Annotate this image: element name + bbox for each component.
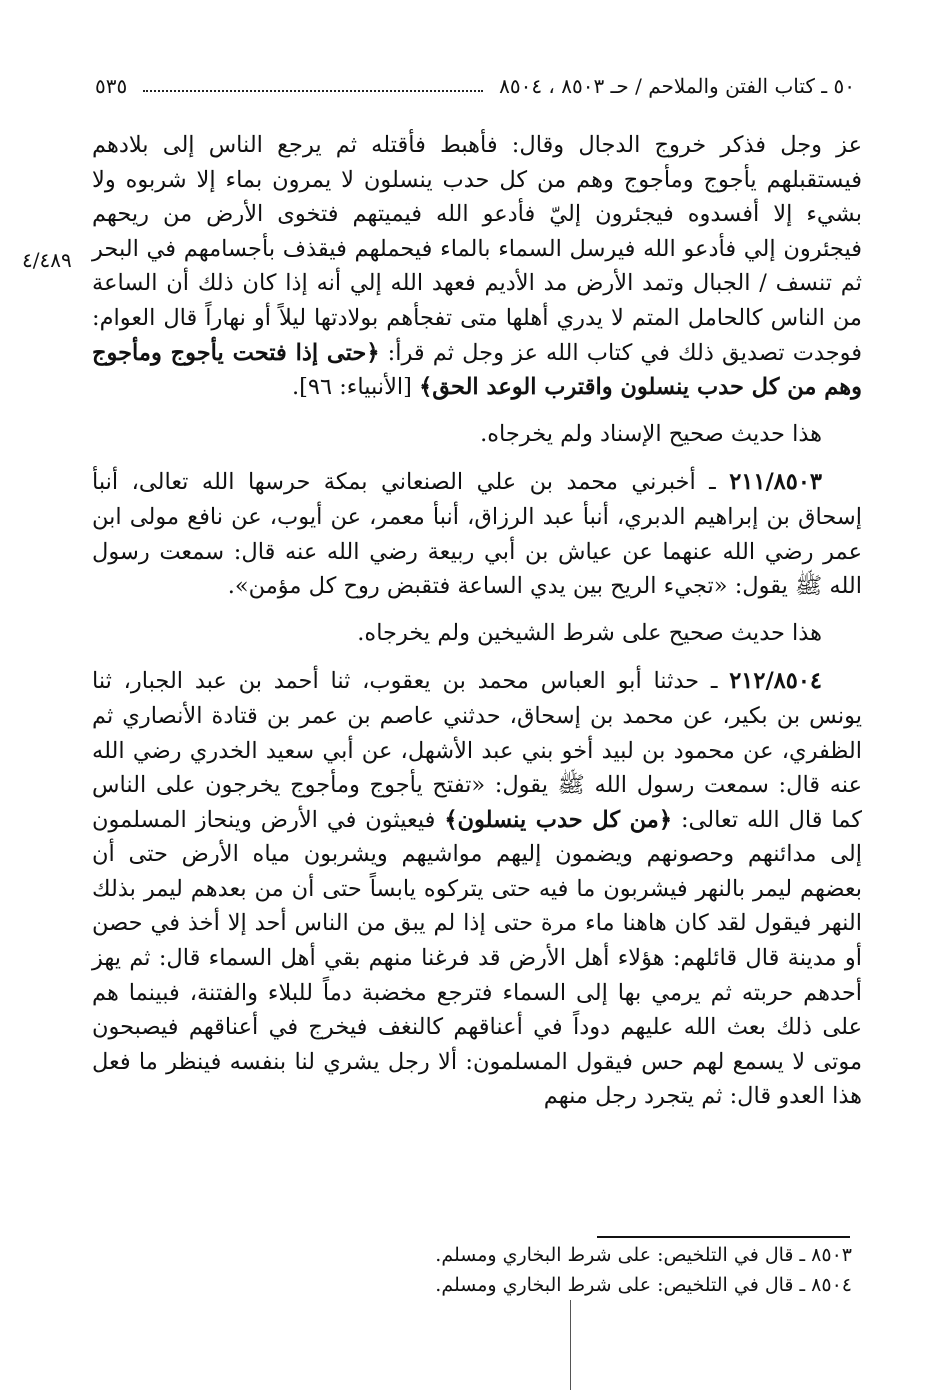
hadith-text: ـ حدثنا أبو العباس محمد بن يعقوب، ثنا أحمد بن عبد الجبار، ثنا يونس بن بكير، عن محمد بن إسحاق، حدثني عاصم بن عمر بن قتادة الأنصاري ثم الظفري، عن محمود بن لبيد أخو بني عبد الأشهل، عن أبي سعيد الخدري رضي الله عنه قال: سمعت رسول الله ﷺ يقول: «تفتح يأجوج ومأجوج يخرجون على الناس كما قال الله تعالى: bbox=[92, 668, 862, 833]
hadith-text-continued: فيعيثون في الأرض وينحاز المسلمون إلى مدائنهم وحصونهم ويضمون إليهم مواشيهم ويشربون مياه الأرض حتى أن بعضهم ليمر بالنهر فيشربون ما فيه حتى يتركوه يابساً حتى أن من بعدهم ليمر بذلك النهر فيقول لقد كان هاهنا ماء مرة حتى إذا لم يبق من الناس أحد إلا أخذ في حصن أو مدينة قال قائلهم: هؤلاء أهل الأرض قد فرغنا منهم بقي أهل السماء قال: ثم يهز أحدهم حربته ثم يرمي بها إلى السماء فترجع مخضبة دماً للبلاء والفتنة، فبينما هم على ذلك بعث الله عليهم دوداً في أعناقهم كالنغف فيخرج في أعناقهم فيصبحون موتى لا يسمع لهم حس فيقول المسلمون: ألا رجل يشري لنا بنفسه فينظر ما فعل هذا العدو قال: ثم يتجرد رجل منهم bbox=[92, 806, 862, 1110]
margin-reference: ٤/٤٨٩ bbox=[22, 248, 72, 272]
hadith-number: ٢١٢/٨٥٠٤ bbox=[729, 668, 823, 695]
scan-gutter-line bbox=[570, 1300, 571, 1390]
footnotes bbox=[92, 1240, 852, 1300]
quran-verse: ﴿حتى إذا فتحت يأجوج ومأجوج وهم من كل حدب ينسلون واقترب الوعد الحق﴾ bbox=[92, 339, 862, 401]
main-text bbox=[92, 128, 862, 1114]
verse-citation: [الأنبياء: ٩٦]. bbox=[291, 374, 412, 401]
footnote-8503: ٨٥٠٣ ـ قال في التلخيص: على شرط البخاري ومسلم. bbox=[435, 1244, 852, 1266]
header-leader-dots bbox=[143, 80, 483, 92]
footnote-separator bbox=[597, 1236, 850, 1238]
hadith-8503 bbox=[92, 465, 862, 603]
hadith-8504 bbox=[92, 664, 862, 1114]
hadith-text: ـ أخبرني محمد بن علي الصنعاني بمكة حرسها الله تعالى، أنبأ إسحاق بن إبراهيم الدبري، أنبأ عبد الرزاق، أنبأ معمر، عن أيوب، عن نافع مولى ابن عمر رضي الله عنهما عن عياش بن أبي ربيعة رضي الله عنه قال: سمعت رسول الله ﷺ يقول: «تجيء الريح بين يدي الساعة فتقبض روح كل مؤمن». bbox=[92, 469, 862, 600]
quran-verse: ﴿من كل حدب ينسلون﴾ bbox=[444, 806, 673, 833]
verdict-2: هذا حديث صحيح على شرط الشيخين ولم يخرجاه. bbox=[357, 619, 822, 646]
running-title: ٥٠ ـ كتاب الفتن والملاحم / حـ ٨٥٠٣ ، ٨٥٠٤ bbox=[499, 74, 855, 98]
paragraph-text: عز وجل فذكر خروج الدجال وقال: فأهبط فأقتله ثم يرجع الناس إلى بلادهم فيستقبلهم يأجوج ومأجوج وهم من كل حدب ينسلون لا يمرون بماء إلا شربوه ولا بشيء إلا أفسدوه فيجئرون إليّ فأدعو الله فيميتهم فتخوى الأرض من ريحهم فيجئرون إلي فأدعو الله فيرسل السماء بالماء فيحملهم فيقذف بأجسامهم في البحر ثم تنسف / الجبال وتمد الأرض مد الأديم فعهد الله إلي أنه إذا كان ذلك أن الساعة من الناس كالحامل المتم لا يدري أهلها متى تفجأهم بولادتها ليلاً أو نهاراً قال العوام: فوجدت تصديق ذلك في كتاب الله عز وجل ثم قرأ: bbox=[92, 132, 863, 366]
page-number: ٥٣٥ bbox=[95, 74, 128, 98]
paragraph-continuation bbox=[92, 128, 862, 405]
footnote-8504: ٨٥٠٤ ـ قال في التلخيص: على شرط البخاري ومسلم. bbox=[435, 1274, 852, 1296]
hadith-number: ٢١١/٨٥٠٣ bbox=[729, 469, 822, 496]
verdict-1: هذا حديث صحيح الإسناد ولم يخرجاه. bbox=[480, 420, 822, 447]
page-header bbox=[95, 70, 855, 102]
